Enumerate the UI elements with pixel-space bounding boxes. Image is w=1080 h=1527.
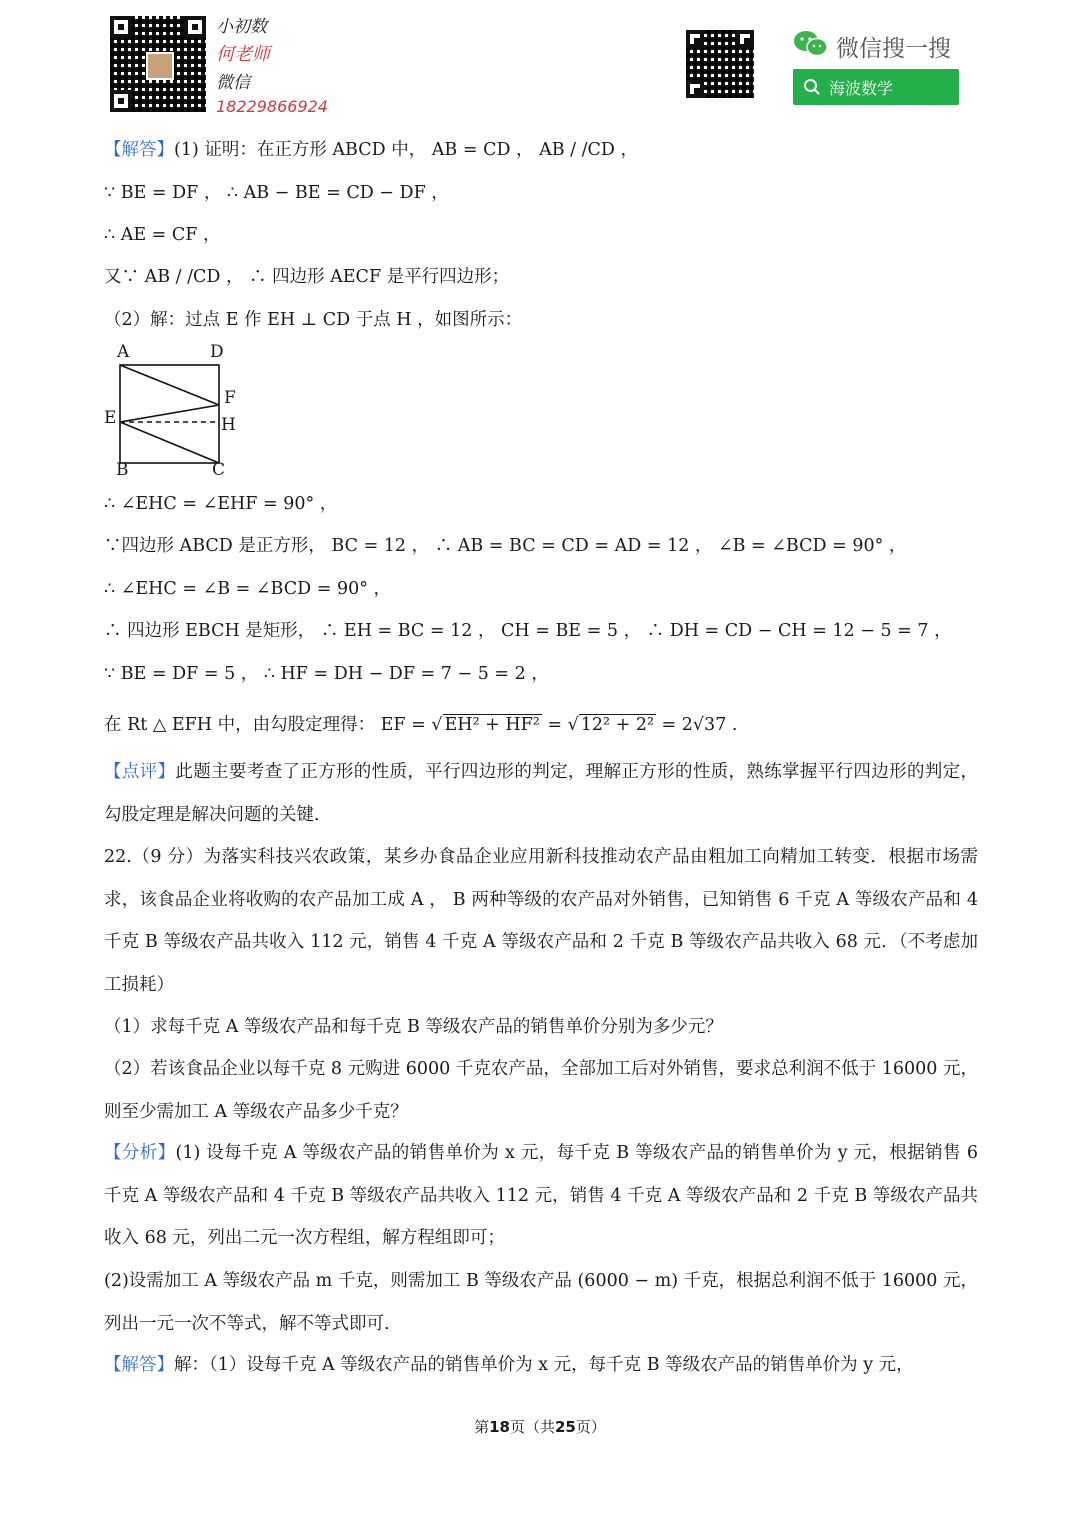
segment-ef: [120, 405, 219, 422]
footer-total-pages: 25: [555, 1418, 576, 1436]
search-icon: [803, 78, 821, 96]
solution-line-3: ∴ AE = CF ，: [104, 225, 221, 245]
solution-line-11: 在 Rt △ EFH 中，由勾股定理得： EF = √ EH² + HF² = √ 12² + 2² = 2√37 .: [104, 715, 738, 735]
footer-post: 页）: [575, 1418, 606, 1436]
comment-paragraph: [104, 751, 978, 836]
segment-ae-f: [120, 365, 219, 405]
footer-page-number: 18: [489, 1418, 510, 1436]
answer-tag-2: 【解答】: [104, 1355, 174, 1375]
solution-line-9: ∴ 四边形 EBCH 是矩形， ∴ EH = BC = 12 ， CH = BE = 5 ， ∴ DH = CD − CH = 12 − 5 = 7 ，: [104, 621, 952, 641]
wechat-search-label: 微信搜一搜: [836, 36, 951, 62]
analysis-paragraph-2: (2)设需加工 A 等级农产品 m 千克，则需加工 B 等级农产品 (6000 − m) 千克，根据总利润不低于 16000 元，列出一元一次不等式，解不等式即可.: [104, 1271, 978, 1334]
solution-line-8: ∴ ∠EHC = ∠B = ∠BCD = 90° ，: [104, 579, 392, 599]
solution-line-5: （2）解：过点 E 作 EH ⊥ CD 于点 H ，如图所示：: [104, 310, 523, 330]
wechat-logo-icon: [793, 30, 829, 58]
label-D: D: [210, 342, 224, 362]
solution-line-2: ∵ BE = DF ， ∴ AB − BE = CD − DF ，: [104, 183, 449, 203]
radical-2: 12² + 2²: [580, 715, 654, 735]
solution-line-10: ∵ BE = DF = 5 ， ∴ HF = DH − DF = 7 − 5 = 2 ，: [104, 664, 549, 684]
label-C: C: [212, 460, 226, 480]
pythagoras-prefix: 在 Rt △ EFH 中，由勾股定理得： EF =: [104, 715, 432, 735]
contact-teacher-line: 何老师: [216, 44, 270, 65]
label-F: F: [224, 388, 236, 408]
footer-mid: 页（共: [509, 1418, 555, 1436]
search-button-label: 海波数学: [829, 79, 894, 98]
radical-1: EH² + HF²: [444, 715, 540, 735]
comment-text: 此题主要考查了正方形的性质，平行四边形的判定，理解正方形的性质，熟练掌握平行四边形的判定，勾股定理是解决问题的关键.: [104, 762, 978, 825]
answer-tag: 【解答】: [104, 140, 174, 160]
question-22-part-1: （1）求每千克 A 等级农产品和每千克 B 等级农产品的销售单价分别为多少元？: [104, 1017, 723, 1037]
answer-paragraph: [104, 1344, 978, 1387]
segment-ec: [120, 422, 219, 463]
label-A: A: [117, 342, 130, 362]
solution-line-6: ∴ ∠EHC = ∠EHF = 90° ，: [104, 494, 338, 514]
label-E: E: [104, 408, 117, 428]
contact-wechat-line: 微信: [216, 73, 250, 93]
wechat-search-button[interactable]: [793, 69, 959, 105]
geometry-figure: [100, 342, 250, 482]
pythagoras-result: = 2√37 .: [655, 715, 738, 735]
analysis-tag: 【分析】: [104, 1143, 176, 1163]
equals-sign: =: [541, 715, 568, 735]
solution-line-1: [104, 138, 638, 162]
page-footer: [0, 1416, 1080, 1437]
solution-line-4: 又∵ AB / /CD ， ∴ 四边形 AECF 是平行四边形；: [104, 267, 510, 287]
comment-tag: 【点评】: [104, 762, 176, 782]
analysis-paragraph-1: [104, 1132, 978, 1260]
analysis-text-1: (1) 设每千克 A 等级农产品的销售单价为 x 元，每千克 B 等级农产品的销售单价为 y 元，根据销售 6 千克 A 等级农产品和 4 千克 B 等级农产品共收入 112 元，销售 4 千克 A 等级农产品和 2 千克 B 等级农产品共收入 68 元，列出二元一次方程组，解方程组即可；: [104, 1143, 978, 1248]
answer-text: 解：（1）设每千克 A 等级农产品的销售单价为 x 元，每千克 B 等级农产品的销售单价为 y 元，: [174, 1355, 914, 1375]
question-22-part-2: （2）若该食品企业以每千克 8 元购进 6000 千克农产品，全部加工后对外销售，要求总利润不低于 16000 元，则至少需加工 A 等级农产品多少千克？: [104, 1059, 978, 1122]
label-B: B: [116, 460, 129, 480]
footer-pre: 第: [474, 1418, 490, 1436]
contact-phone-line: 18229866924: [216, 97, 328, 116]
solution-line-7: ∵四边形 ABCD 是正方形， BC = 12 ， ∴ AB = BC = CD = AD = 12 ， ∠B = ∠BCD = 90° ，: [104, 536, 907, 556]
solution-text-1: (1) 证明：在正方形 ABCD 中， AB = CD ， AB / /CD ，: [174, 140, 639, 160]
qr-code-left: [110, 16, 206, 112]
qr-code-right: [686, 30, 754, 98]
label-H: H: [221, 415, 236, 435]
question-22-stem: 22.（9 分）为落实科技兴农政策，某乡办食品企业应用新科技推动农产品由粗加工向精加工转变．根据市场需求，该食品企业将收购的农产品加工成 A ， B 两种等级的农产品对外销售，已知销售 6 千克 A 等级农产品和 4 千克 B 等级农产品共收入 112 元，销售 4 千克 A 等级农产品和 2 千克 B 等级农产品共收入 68 元．（不考虑加工损耗）: [104, 847, 978, 995]
contact-name-line: 小初数: [216, 17, 267, 37]
